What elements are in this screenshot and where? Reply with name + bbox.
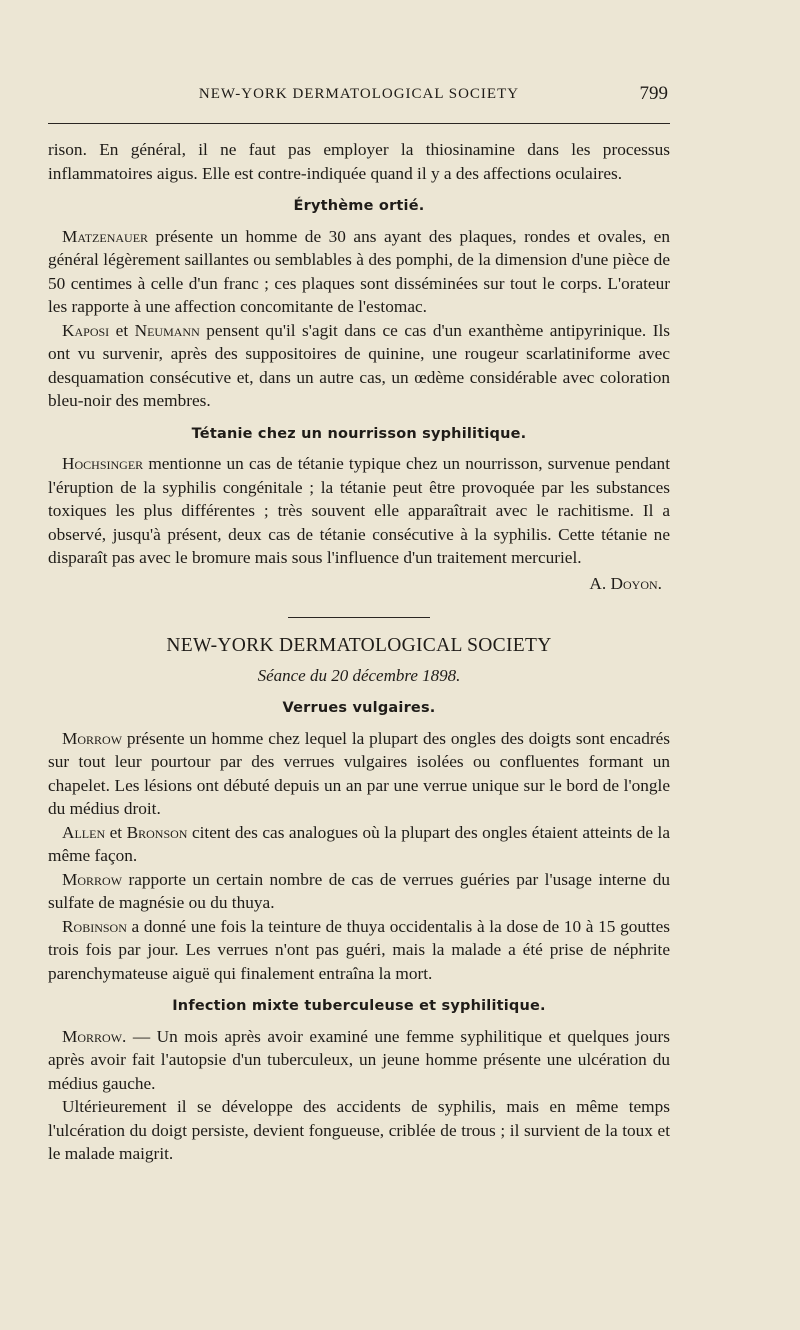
paragraph-text: présente un homme chez lequel la plupart des ongles des doigts sont encadrés sur tout leur pourtour par des verrues vulgaires isolées ou confluentes formant un chapelet. Les lésions ont débuté depuis un an par une verrue unique sur le bord de l'ongle du médius droit. [48, 728, 670, 818]
author-name: Neumann [134, 320, 200, 340]
paragraph-text: citent des cas analogues où la plupart des ongles étaient atteints de la même façon. [48, 822, 670, 865]
running-title: NEW-YORK DERMATOLOGICAL SOCIETY [198, 86, 520, 102]
paragraph-text: . — Un mois après avoir examiné une femme syphilitique et quelques jours après avoir fait l'autopsie d'un tuberculeux, un jeune homme présente une ulcération du médius gauche. [48, 1026, 670, 1093]
section-heading-erytheme: Érythème ortié. [293, 198, 425, 214]
author-name: Matzenauer [62, 226, 149, 246]
author-name: Hochsinger [62, 454, 144, 473]
section-separator [288, 617, 430, 618]
author-name: Morrow [62, 869, 123, 889]
body-text [48, 138, 670, 1166]
paragraph-matzenauer [48, 225, 670, 319]
paragraph-text: pensent qu'il s'agit dans ce cas d'un exanthème antipyrinique. Ils ont vu survenir, après des suppositoires de quinine, une rougeur scarlatiniforme avec desquamation consécutive et, dans un autre cas, un œdème considérable avec coloration bleu-noir des membres. [48, 320, 670, 410]
author-name: Robinson [62, 916, 127, 936]
paragraph-text: mentionne un cas de tétanie typique chez un nourrisson, survenue pendant l'éruption de la syphilis congénitale ; la tétanie peut être provoquée par les substances toxiques les plus différentes ; très souvent elle apparaîtrait avec le rachitisme. Il a observé, jusqu'à présent, deux cas de tétanie consécutive à la syphilis. Cette tétanie ne disparaît pas avec le bromure mais sous l'influence d'un traitement mercuriel. [48, 454, 670, 567]
society-title: NEW-YORK DERMATOLOGICAL SOCIETY [166, 635, 552, 656]
paragraph-continuation: rison. En général, il ne faut pas employer la thiosinamine dans les processus inflammatoires aigus. Elle est contre-indiquée quand il y a des affections oculaires. [48, 140, 670, 183]
paragraph-kaposi-neumann [48, 319, 670, 413]
conjunction: et [105, 822, 127, 842]
paragraph-hochsinger [48, 452, 670, 570]
paragraph-ulterieurement: Ultérieurement il se développe des accidents de syphilis, mais en même temps l'ulcération du doigt persiste, devient fongueuse, criblée de trous ; il survient de la toux et le malade maigrit. [48, 1097, 670, 1163]
author-name: Allen [62, 822, 106, 842]
section-heading-verrues: Verrues vulgaires. [282, 700, 436, 716]
author-name: Morrow [62, 728, 123, 748]
author-name: Morrow [62, 1026, 123, 1046]
paragraph-text: a donné une fois la teinture de thuya occidentalis à la dose de 10 à 15 gouttes trois fois par jour. Les verrues n'ont pas guéri, mais la malade a été prise de néphrite parenchymateuse aiguë qui finalement entraîna la mort. [48, 916, 670, 983]
running-head [48, 83, 670, 110]
section-heading-tetanie: Tétanie chez un nourrisson syphilitique. [191, 425, 527, 442]
paragraph-morrow-1 [48, 727, 670, 821]
signature: A. Doyon. [589, 573, 662, 593]
page-number: 799 [639, 83, 668, 104]
paragraph-morrow-3 [48, 1025, 670, 1096]
paragraph-allen-bronson [48, 821, 670, 868]
paragraph-morrow-2 [48, 868, 670, 915]
conjunction: et [109, 320, 135, 340]
seance-date: Séance du 20 décembre 1898. [257, 665, 461, 685]
paragraph-robinson [48, 915, 670, 986]
header-rule [48, 123, 670, 124]
author-name: Bronson [126, 822, 188, 842]
paragraph-text: présente un homme de 30 ans ayant des plaques, rondes et ovales, en général légèrement saillantes ou semblables à des pomphi, de la dimension d'une pièce de 50 centimes à celle d'un franc ; ces plaques sont disséminées sur tout le corps. L'orateur les rapporte à une affection concomitante de l'estomac. [48, 226, 670, 316]
author-name: Kaposi [62, 320, 110, 340]
section-heading-infection: Infection mixte tuberculeuse et syphilitique. [172, 998, 546, 1014]
paragraph-text: rapporte un certain nombre de cas de verrues guéries par l'usage interne du sulfate de magnésie ou du thuya. [48, 869, 670, 912]
